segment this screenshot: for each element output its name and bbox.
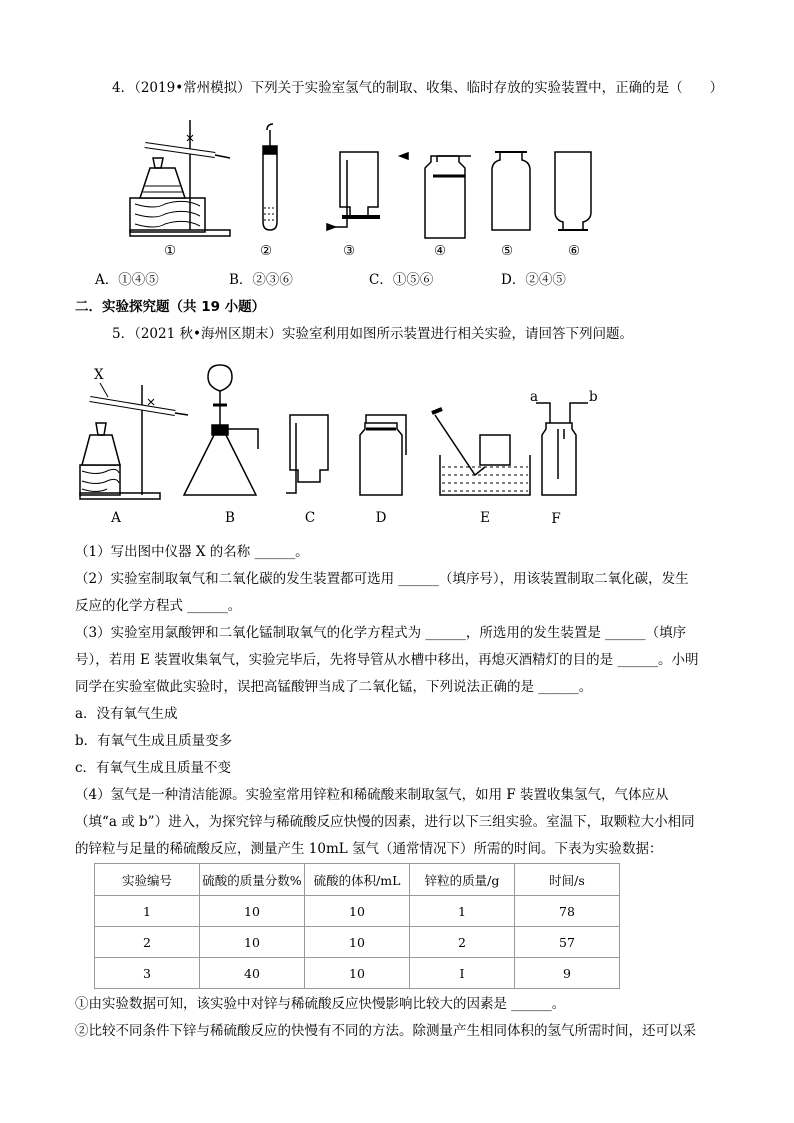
table-cell: 10 — [200, 927, 305, 958]
table-cell: 10 — [305, 958, 410, 989]
apparatus-2-icon — [263, 124, 277, 230]
q4-apparatus-figure — [95, 100, 635, 240]
table-header-cell: 时间/s — [515, 864, 620, 896]
q5-figure-label-a: A — [111, 510, 121, 526]
q5-part1: （1）写出图中仪器 X 的名称 ______。 — [75, 544, 309, 560]
q5-part3-line1: （3）实验室用氯酸钾和二氧化锰制取氧气的化学方程式为 ______，所选用的发生装置是 ______（填序 — [75, 625, 687, 641]
table-cell: 40 — [200, 958, 305, 989]
q5-conclusion-2: ②比较不同条件下锌与稀硫酸反应的快慢有不同的方法。除测量产生相同体积的氢气所需时间，还可以采 — [75, 1023, 696, 1039]
q5-figure-label-b: B — [225, 510, 235, 526]
q5-figure-label-f: F — [551, 511, 561, 527]
apparatus-f-icon — [536, 403, 588, 495]
table-row — [95, 896, 620, 927]
q5-part4-line2: （填“a 或 b”）进入，为探究锌与稀硫酸反应快慢的因素，进行以下三组实验。室温下，取颗粒大小相同 — [75, 814, 695, 830]
apparatus-4-icon — [400, 153, 471, 238]
table-row — [95, 927, 620, 958]
table-row — [95, 958, 620, 989]
table-cell: 78 — [515, 896, 620, 927]
q4-figure-label-1: ① — [163, 243, 177, 259]
table-cell: 9 — [515, 958, 620, 989]
q4-option-c: C．①⑤⑥ — [369, 272, 434, 288]
apparatus-d-icon — [360, 415, 406, 495]
q5-figure-label-c: C — [304, 510, 316, 526]
q5-option-a: a．没有氧气生成 — [75, 706, 178, 722]
apparatus-3-icon — [327, 152, 380, 230]
q5-part3-line3: 同学在实验室做此实验时，误把高锰酸钾当成了二氧化锰，下列说法正确的是 ______。 — [75, 679, 593, 695]
table-header-cell: 硫酸的体积/mL — [305, 864, 410, 896]
apparatus-6-icon — [555, 152, 591, 230]
experiment-data-table — [94, 863, 620, 989]
table-header-cell: 实验编号 — [95, 864, 200, 896]
q5-part4-line3: 的锌粒与足量的稀硫酸反应，测量产生 10mL 氢气（通常情况下）所需的时间。下表为实验数据： — [75, 841, 663, 857]
table-cell: 57 — [515, 927, 620, 958]
apparatus-e-icon — [432, 409, 530, 495]
instrument-x-label: X — [94, 367, 104, 383]
q5-figure-label-e: E — [480, 510, 490, 526]
apparatus-b-icon — [184, 365, 258, 495]
q4-figure-label-4: ④ — [433, 243, 447, 259]
table-header-cell: 锌粒的质量/g — [410, 864, 515, 896]
q5-part2-line1: （2）实验室制取氧气和二氧化碳的发生装置都可选用 ______（填序号），用该装置制取二氧化碳，发生 — [75, 571, 689, 587]
q4-figure-label-3: ③ — [342, 243, 356, 259]
q4-option-d: D．②④⑤ — [501, 272, 566, 288]
q5-conclusion-1: ①由实验数据可知，该实验中对锌与稀硫酸反应快慢影响比较大的因素是 ______。 — [75, 996, 566, 1012]
q4-option-b: B．②③⑥ — [229, 272, 293, 288]
table-cell: 10 — [305, 896, 410, 927]
port-a-label: a — [530, 389, 539, 405]
table-header-cell: 硫酸的质量分数% — [200, 864, 305, 896]
table-cell: 10 — [305, 927, 410, 958]
q5-stem: 5．（2021 秋•海州区期末）实验室利用如图所示装置进行相关实验，请回答下列问题。 — [112, 326, 633, 342]
table-cell: 10 — [200, 896, 305, 927]
section-title: 二．实验探究题（共 19 小题） — [75, 299, 266, 315]
apparatus-5-icon — [492, 152, 530, 230]
q5-option-b: b．有氧气生成且质量变多 — [75, 733, 233, 749]
q4-figure-label-5: ⑤ — [500, 243, 514, 259]
q5-part2-line2: 反应的化学方程式 ______。 — [75, 598, 242, 614]
table-header-row — [95, 864, 620, 896]
table-cell: 3 — [95, 958, 200, 989]
q5-option-c: c．有氧气生成且质量不变 — [75, 760, 232, 776]
q5-apparatus-figure — [70, 355, 610, 510]
table-cell: 1 — [410, 896, 515, 927]
apparatus-c-icon — [286, 415, 328, 493]
q4-option-a: A．①④⑤ — [95, 272, 159, 288]
port-b-label: b — [589, 389, 598, 405]
apparatus-a-icon — [80, 383, 188, 499]
q5-part3-line2: 号），若用 E 装置收集氧气，实验完毕后，先将导管从水槽中移出，再熄灭酒精灯的目的是 ______。小明 — [75, 652, 699, 668]
q4-figure-label-6: ⑥ — [567, 243, 581, 259]
table-cell: 2 — [410, 927, 515, 958]
q4-stem: 4．（2019•常州模拟）下列关于实验室氢气的制取、收集、临时存放的实验装置中，正确的是（ ） — [112, 80, 724, 96]
q5-part4-line1: （4）氢气是一种清洁能源。实验室常用锌粒和稀硫酸来制取氢气，如用 F 装置收集氢气，气体应从 — [75, 787, 669, 803]
table-cell: 1 — [95, 896, 200, 927]
apparatus-1-icon — [130, 120, 230, 236]
table-cell: 2 — [95, 927, 200, 958]
table-cell: I — [410, 958, 515, 989]
q4-figure-label-2: ② — [259, 243, 273, 259]
q5-figure-label-d: D — [375, 510, 387, 526]
